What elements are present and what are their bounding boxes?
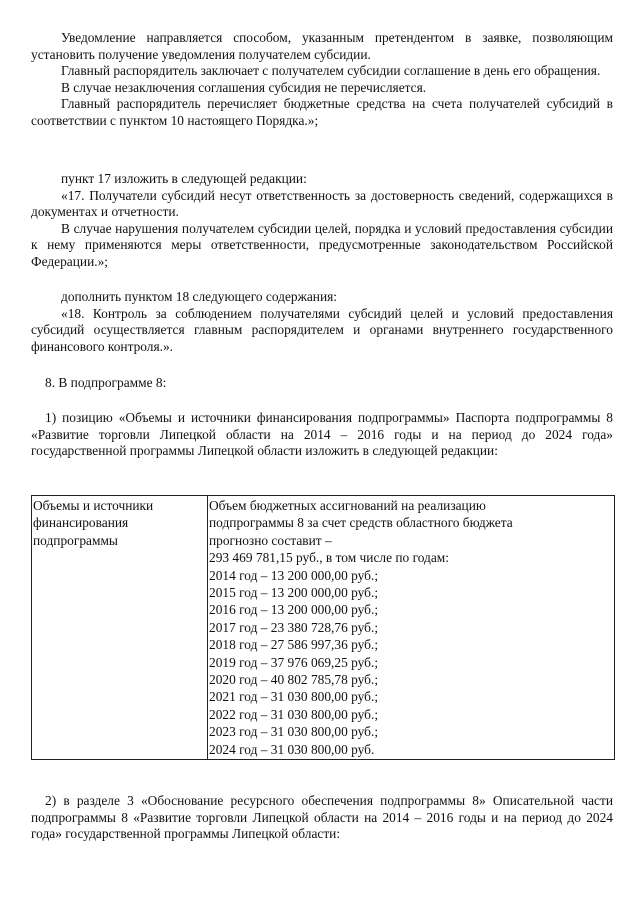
cell-line: 2022 год – 31 030 800,00 руб.; — [209, 706, 379, 722]
cell-line: Объемы и источники — [33, 498, 154, 513]
paragraph: «17. Получатели субсидий несут ответственность за достоверность сведений, содержащихся в документах и отчетности. — [31, 187, 613, 219]
paragraph: Главный распорядитель перечисляет бюджетные средства на счета получателей субсидий в соответствии с пунктом 10 настоящего Порядка.»; — [31, 96, 613, 128]
table-row — [32, 496, 615, 760]
paragraph-group-point-18 — [31, 289, 613, 355]
paragraph: пункт 17 изложить в следующей редакции: — [61, 171, 307, 186]
point-1 — [31, 410, 613, 460]
paragraph: Главный распорядитель заключает с получателем субсидии соглашение в день его обращения. — [61, 63, 601, 78]
paragraph: 2) в разделе 3 «Обоснование ресурсного обеспечения подпрограммы 8» Описательной части подпрограммы 8 «Развитие торговли Липецкой области на 2014 – 2016 годы и на период до 2024 года» государственной программы Липецкой области: — [31, 793, 613, 841]
cell-line: 2014 год – 13 200 000,00 руб.; — [209, 567, 379, 583]
cell-line: 2020 год – 40 802 785,78 руб.; — [209, 672, 379, 688]
cell-line: Объем бюджетных ассигнований на реализацию — [209, 498, 486, 513]
paragraph: В случае нарушения получателем субсидии целей, порядка и условий предоставления субсидии к нему применяются меры ответственности, предусмотренные законодательством Российской Федерации.»; — [31, 220, 613, 269]
cell-line: 2019 год – 37 976 069,25 руб.; — [209, 654, 379, 670]
paragraph: 1) позицию «Объемы и источники финансирования подпрограммы» Паспорта подпрограммы 8 «Развитие торговли Липецкой области на 2014 – 2016 годы и на период до 2024 года» государственной программы Липецкой области изложить в следующей редакции: — [31, 410, 613, 458]
cell-line: 2021 год – 31 030 800,00 руб.; — [209, 689, 379, 705]
cell-line: 293 469 781,15 руб., в том числе по годам: — [209, 550, 449, 566]
cell-line: подпрограммы — [33, 532, 118, 548]
cell-line: 2017 год – 23 380 728,76 руб.; — [209, 619, 379, 635]
paragraph: «18. Контроль за соблюдением получателями субсидий целей и условий предоставления субсидий осуществляется главным распорядителем и органами внутреннего государственного финансового контроля.». — [31, 305, 613, 354]
cell-line: 2023 год – 31 030 800,00 руб.; — [209, 724, 379, 740]
cell-line: 2018 год – 27 586 997,36 руб.; — [209, 637, 379, 653]
table-cell-label — [32, 496, 208, 760]
heading-subprogram-8 — [31, 375, 613, 392]
paragraph: дополнить пунктом 18 следующего содержания: — [61, 289, 338, 304]
paragraph: Уведомление направляется способом, указанным претендентом в заявке, позволяющим установить получение уведомления получателем субсидии. — [31, 30, 613, 62]
paragraph-group-point-17 — [31, 171, 613, 270]
paragraph: В случае незаключения соглашения субсидия не перечисляется. — [61, 79, 427, 95]
section-heading: 8. В подпрограмме 8: — [45, 375, 167, 390]
point-2 — [31, 793, 613, 843]
financing-table — [31, 495, 615, 760]
cell-line: финансирования — [33, 515, 129, 531]
cell-line: 2024 год – 31 030 800,00 руб. — [209, 741, 375, 757]
cell-line: 2016 год – 13 200 000,00 руб.; — [209, 602, 379, 618]
table-cell-value — [208, 496, 615, 760]
paragraph-group-notification — [31, 30, 613, 129]
cell-line: прогнозно составит – — [209, 532, 332, 548]
cell-line: 2015 год – 13 200 000,00 руб.; — [209, 585, 379, 601]
cell-line: подпрограммы 8 за счет средств областного бюджета — [209, 515, 513, 531]
